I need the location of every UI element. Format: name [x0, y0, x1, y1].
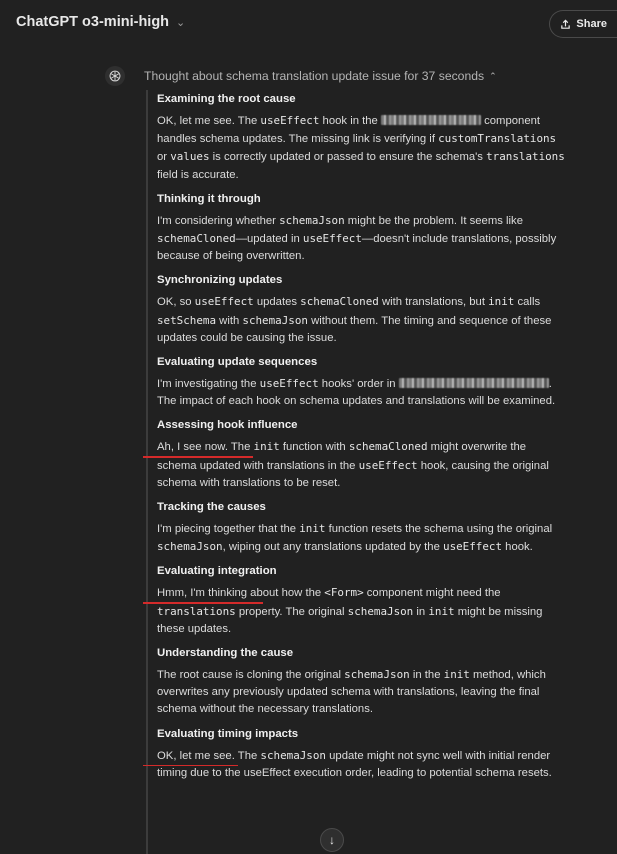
red-underline-annotation — [143, 602, 263, 604]
inline-code: useEffect — [443, 540, 503, 554]
arrow-down-icon: ↓ — [329, 833, 335, 847]
share-label: Share — [576, 18, 607, 30]
inline-code: <Form> — [324, 586, 364, 600]
inline-code: useEffect — [259, 377, 319, 391]
text-segment: hooks' order in — [318, 378, 399, 391]
text-segment: is correctly updated or passed to ensure the schema's — [209, 151, 487, 164]
step-title: Examining the root cause — [157, 93, 296, 105]
inline-code: translations — [486, 150, 565, 164]
step-title: Evaluating update sequences — [157, 356, 318, 369]
inline-code: useEffect — [260, 114, 320, 127]
reasoning-step — [157, 645, 567, 719]
text-segment: with — [216, 314, 243, 327]
text-segment: method, which overwrites any previously updated schema with translations, leaving the final schema without the necessary translations. — [157, 669, 546, 716]
step-text — [157, 212, 567, 266]
text-segment: update might not sync well with initial render timing due to the useEffe — [157, 749, 551, 779]
text-segment: I'm considering whether — [157, 214, 280, 227]
chevron-up-icon: ⌃ — [489, 70, 497, 81]
inline-code: schemaJson — [242, 313, 308, 327]
text-segment: property. The original — [235, 605, 348, 618]
text-segment: hook, causing the original schema with translations to be reset. — [157, 459, 549, 489]
text-segment: OK, let me see. The — [157, 115, 261, 127]
text-segment: I'm piecing together that the — [157, 523, 300, 536]
text-segment: calls — [514, 296, 541, 309]
text-segment: function with — [279, 441, 349, 454]
text-segment: ct execution order, leading to potential schema resets. — [281, 766, 552, 779]
redacted-text — [381, 115, 481, 125]
inline-code: useEffect — [358, 458, 418, 472]
share-button[interactable] — [549, 10, 617, 38]
thought-summary: Thought about schema translation update issue for 37 seconds — [144, 69, 485, 83]
inline-code: schemaJson — [347, 604, 414, 618]
reasoning-step — [157, 417, 567, 492]
red-underline-annotation — [143, 765, 238, 767]
text-segment: updates — [253, 296, 301, 309]
text-segment: . The impact of each hook on schema updates and translations will be examined. — [157, 378, 556, 408]
text-segment: component might need the — [363, 587, 501, 600]
reasoning-step — [157, 563, 567, 638]
text-segment: might be the problem. It seems like — [344, 214, 523, 227]
inline-code: schemaCloned — [157, 232, 236, 246]
step-text — [157, 666, 567, 719]
inline-code: values — [170, 150, 210, 164]
inline-code: useEffect — [302, 232, 362, 246]
reasoning-step — [157, 191, 567, 266]
inline-code: setSchema — [157, 313, 217, 327]
text-segment: field is accurate. — [157, 168, 239, 181]
text-segment: Hmm, I'm thinking about how the — [157, 587, 325, 600]
redacted-text — [399, 378, 549, 388]
red-underline-annotation — [143, 456, 253, 458]
inline-code: schemaJson — [157, 540, 223, 554]
thought-toggle[interactable] — [144, 69, 497, 83]
inline-code: schemaJson — [260, 748, 326, 762]
step-title: Synchronizing updates — [157, 274, 283, 287]
text-segment: OK, let me see. The — [157, 749, 261, 762]
text-segment: , wiping out any translations updated by the — [222, 541, 444, 554]
text-segment: Ah, I see now. The — [157, 441, 254, 454]
text-segment: might be missing these updates. — [157, 605, 543, 635]
text-segment: component handles schema updates. The missing link is verifying if — [157, 115, 541, 146]
inline-code: init — [428, 604, 455, 618]
text-segment: in — [413, 605, 429, 618]
model-label: ChatGPT o3-mini-high — [16, 14, 170, 30]
text-segment: I'm investigating the — [157, 378, 260, 391]
step-title: Tracking the causes — [157, 501, 266, 514]
text-segment: —doesn't include translations, possibly because of being overwritten. — [157, 233, 557, 263]
step-text — [157, 112, 567, 184]
inline-code: init — [488, 295, 515, 309]
text-segment: might overwrite the schema updated with translations in the — [157, 441, 527, 472]
inline-code: schemaJson — [279, 213, 345, 227]
reasoning-steps — [157, 91, 567, 789]
text-segment: hook. — [502, 541, 533, 554]
reasoning-step — [157, 499, 567, 556]
inline-code: schemaJson — [344, 668, 410, 682]
step-text — [157, 438, 567, 492]
reasoning-step — [157, 726, 567, 782]
text-segment: function resets the schema using the original — [325, 523, 553, 536]
reasoning-step — [157, 272, 567, 347]
text-segment: —updated in — [235, 233, 303, 246]
text-segment: The root cause is cloning the original — [157, 669, 345, 682]
inline-code: customTranslations — [438, 132, 557, 146]
step-title: Evaluating timing impacts — [157, 727, 299, 740]
chevron-down-icon: ⌄ — [176, 16, 186, 29]
scroll-down-button[interactable] — [320, 828, 344, 852]
step-title: Understanding the cause — [157, 647, 294, 660]
text-segment: hook in the — [319, 115, 381, 127]
inline-code: init — [253, 440, 280, 454]
text-segment: without them. The timing and sequence of these updates could be causing the issue. — [157, 314, 552, 344]
reasoning-step — [157, 354, 567, 410]
step-text — [157, 375, 567, 410]
inline-code: schemaCloned — [300, 295, 379, 309]
step-text — [157, 293, 567, 347]
inline-code: translations — [157, 604, 236, 618]
step-title: Assessing hook influence — [157, 419, 298, 432]
inline-code: schemaCloned — [348, 440, 428, 454]
inline-code: init — [299, 522, 326, 536]
text-segment: in the — [409, 669, 444, 682]
text-segment: OK, so — [157, 296, 195, 309]
text-segment: or — [157, 151, 171, 164]
openai-logo-icon — [105, 66, 125, 86]
text-segment: with translations, but — [378, 296, 489, 309]
inline-code: useEffect — [194, 295, 254, 309]
share-icon — [560, 19, 571, 30]
inline-code: init — [443, 668, 470, 682]
thought-rail — [146, 90, 148, 854]
step-title: Thinking it through — [157, 192, 261, 205]
step-text — [157, 520, 567, 556]
reasoning-step — [157, 91, 567, 184]
model-selector[interactable] — [16, 14, 185, 30]
top-bar — [0, 0, 617, 48]
step-title: Evaluating integration — [157, 565, 277, 578]
step-text — [157, 584, 567, 638]
